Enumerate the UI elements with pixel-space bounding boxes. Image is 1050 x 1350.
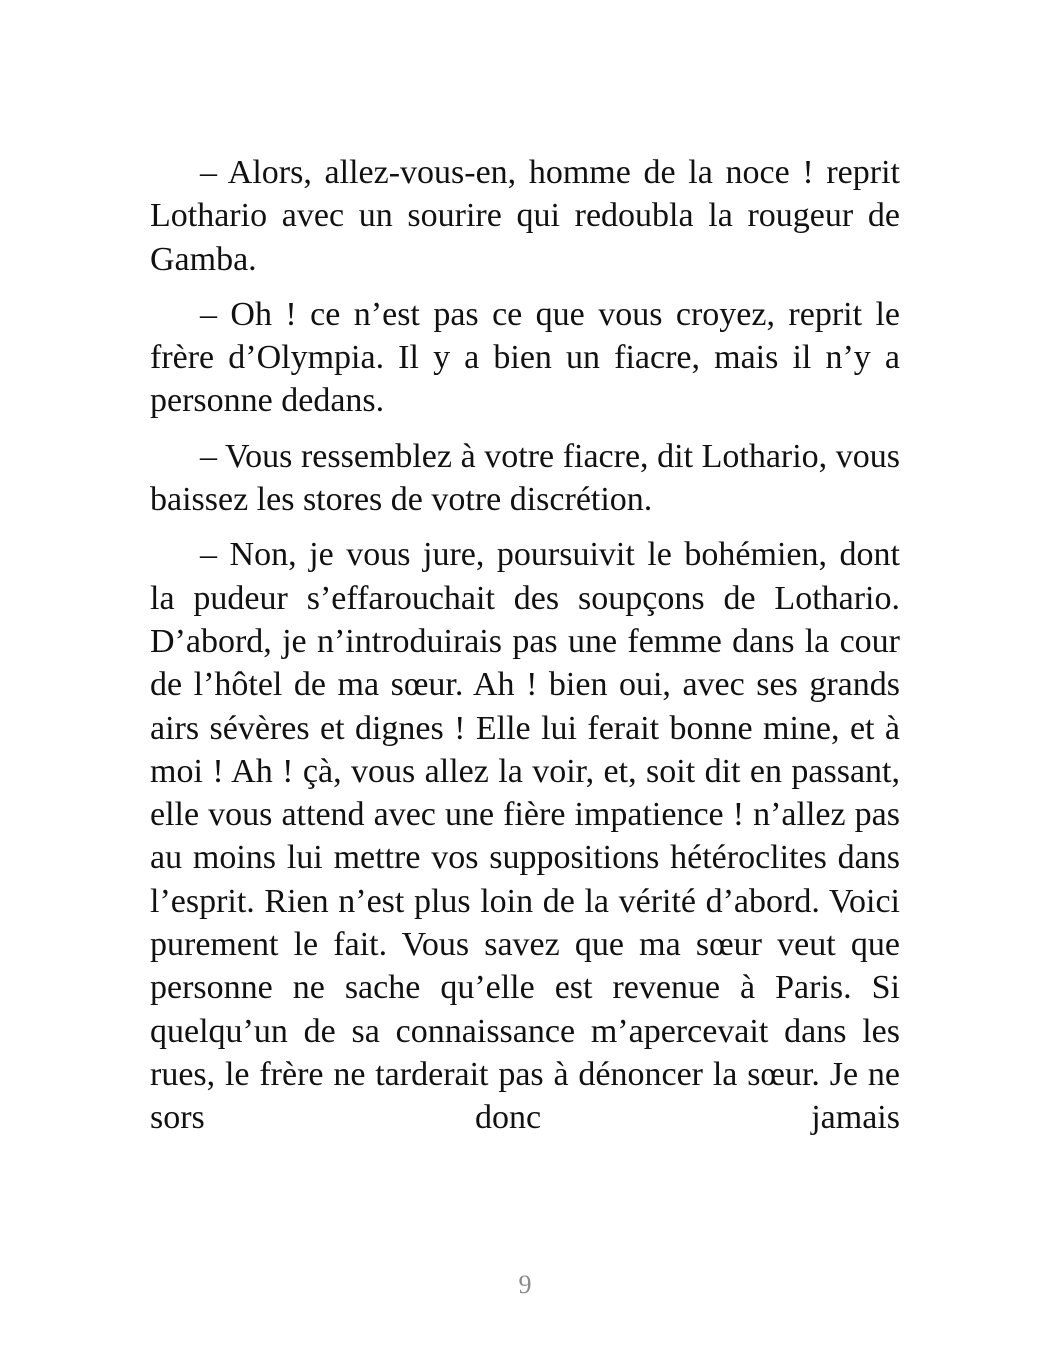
paragraph-3: – Vous ressemblez à votre fiacre, dit Lothario, vous baissez les stores de votre discrétion. — [150, 437, 900, 519]
paragraph-2: – Oh ! ce n’est pas ce que vous croyez, reprit le frère d’Olympia. Il y a bien un fiacre, mais il n’y a personne dedans. — [150, 295, 900, 420]
paragraph-1: – Alors, allez-vous-en, homme de la noce ! reprit Lothario avec un sourire qui redoubla la rougeur de Gamba. — [150, 154, 900, 278]
page-number: 9 — [518, 1270, 532, 1299]
paragraph-4: – Non, je vous jure, poursuivit le bohémien, dont la pudeur s’effarouchait des soupçons de Lothario. D’abord, je n’introduirais pas une femme dans la cour de l’hôtel de ma sœur. Ah ! bien oui, avec ses grands airs sévères et dignes ! Elle lui ferait bonne mine, et à moi ! Ah ! çà, vous allez la voir, et, soit dit en passant, elle vous attend avec une fière impatience ! n’allez pas au moins lui mettre vos suppositions hétéroclites dans l’esprit. Rien n’est plus loin de la vérité d’abord. Voici purement le fait. Vous savez que ma sœur veut que personne ne sache qu’elle est revenue à Paris. Si quelqu’un de sa connaissance m’apercevait dans les rues, le frère ne tarderait pas à dénoncer la sœur. Je ne sors donc jamais — [150, 536, 900, 1137]
page-body-text — [150, 151, 900, 1140]
